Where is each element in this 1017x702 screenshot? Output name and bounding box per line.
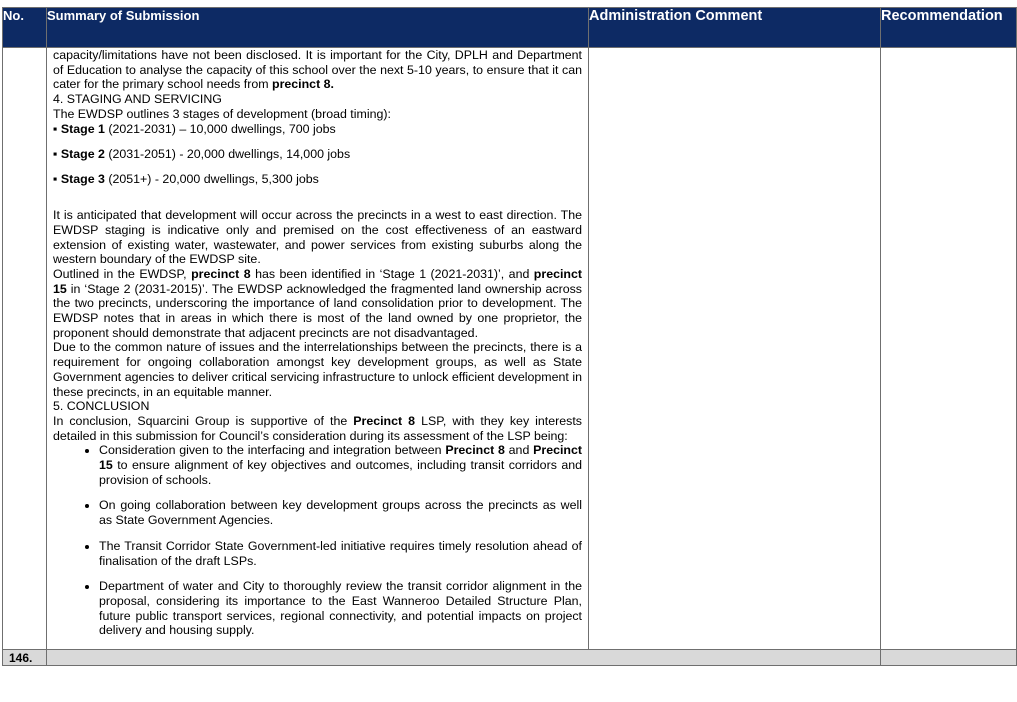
- summary-cell: [47, 48, 589, 650]
- stage-item: ▪ Stage 2 (2031-2051) - 20,000 dwellings, 14,000 jobs: [53, 146, 351, 161]
- stage-item: ▪ Stage 3 (2051+) - 20,000 dwellings, 5,300 jobs: [53, 171, 319, 186]
- header-recommendation: Recommendation: [881, 8, 1017, 48]
- list-item: • The Transit Corridor State Government-led initiative requires timely resolution ahead of finalisation of the draft LSPs.: [99, 539, 582, 568]
- summary-paragraph: Due to the common nature of issues and the interrelationships between the precincts, there is a requirement for ongoing collaboration amongst key development groups, as well as State Government agencies to deliver critical servicing infrastructure to unlock efficient development in these precincts, in an equitable manner.: [53, 340, 582, 399]
- conclusion-heading: 5. CONCLUSION: [53, 399, 150, 414]
- table-row: [3, 48, 1017, 650]
- summary-paragraph: In conclusion, Squarcini Group is supportive of the Precinct 8 LSP, with they key interests detailed in this submission for Council’s consideration during its assessment of the LSP being:: [53, 413, 582, 443]
- next-row-summary: [47, 650, 881, 666]
- summary-paragraph: It is anticipated that development will occur across the precincts in a west to east direction. The EWDSP staging is indicative only and premised on the cost effectiveness of an eastward extension of existing water, wastewater, and power services from existing suburbs along the western boundary of the EWDSP site.: [53, 208, 582, 267]
- stage-item: ▪ Stage 1 (2021-2031) – 10,000 dwellings, 700 jobs: [53, 121, 336, 136]
- list-item: • Consideration given to the interfacing and integration between Precinct 8 and Precinct 15 to ensure alignment of key objectives and outcomes, including transit corridors and provision of schools.: [99, 443, 582, 487]
- row-number: 146.: [3, 650, 47, 666]
- recommendation-cell: [881, 48, 1017, 650]
- header-no: No.: [3, 8, 47, 48]
- list-item: • Department of water and City to thoroughly review the transit corridor alignment in the proposal, considering its importance to the East Wanneroo Detailed Structure Plan, future public transport services, regional connectivity, and potential impacts on project delivery and housing supply.: [99, 579, 582, 638]
- conclusion-list: [53, 443, 582, 638]
- list-item: • On going collaboration between key development groups across the precincts as well as State Government Agencies.: [99, 498, 582, 527]
- header-admin-comment: Administration Comment: [589, 8, 881, 48]
- staging-intro: The EWDSP outlines 3 stages of development (broad timing):: [53, 106, 391, 121]
- staging-heading: 4. STAGING AND SERVICING: [53, 92, 222, 107]
- submissions-table: [2, 7, 1017, 666]
- table-row: [3, 650, 1017, 666]
- row-number-cell: [3, 48, 47, 650]
- header-summary: Summary of Submission: [47, 8, 589, 48]
- admin-comment-cell: [589, 48, 881, 650]
- summary-paragraph: Outlined in the EWDSP, precinct 8 has been identified in ‘Stage 1 (2021-2031)’, and precinct 15 in ‘Stage 2 (2031-2015)’. The EWDSP acknowledged the fragmented land ownership across the two precincts, underscoring the importance of land consolidation prior to development. The EWDSP notes that in areas in which there is most of the land owned by one proprietor, the proponent should demonstrate that adjacent precincts are not disadvantaged.: [53, 266, 582, 340]
- table-header-row: [3, 8, 1017, 48]
- next-row-recommendation: [881, 650, 1017, 666]
- summary-paragraph: capacity/limitations have not been disclosed. It is important for the City, DPLH and Department of Education to analyse the capacity of this school over the next 5-10 years, to ensure that it can cater for the primary school needs from precinct 8.: [53, 48, 582, 92]
